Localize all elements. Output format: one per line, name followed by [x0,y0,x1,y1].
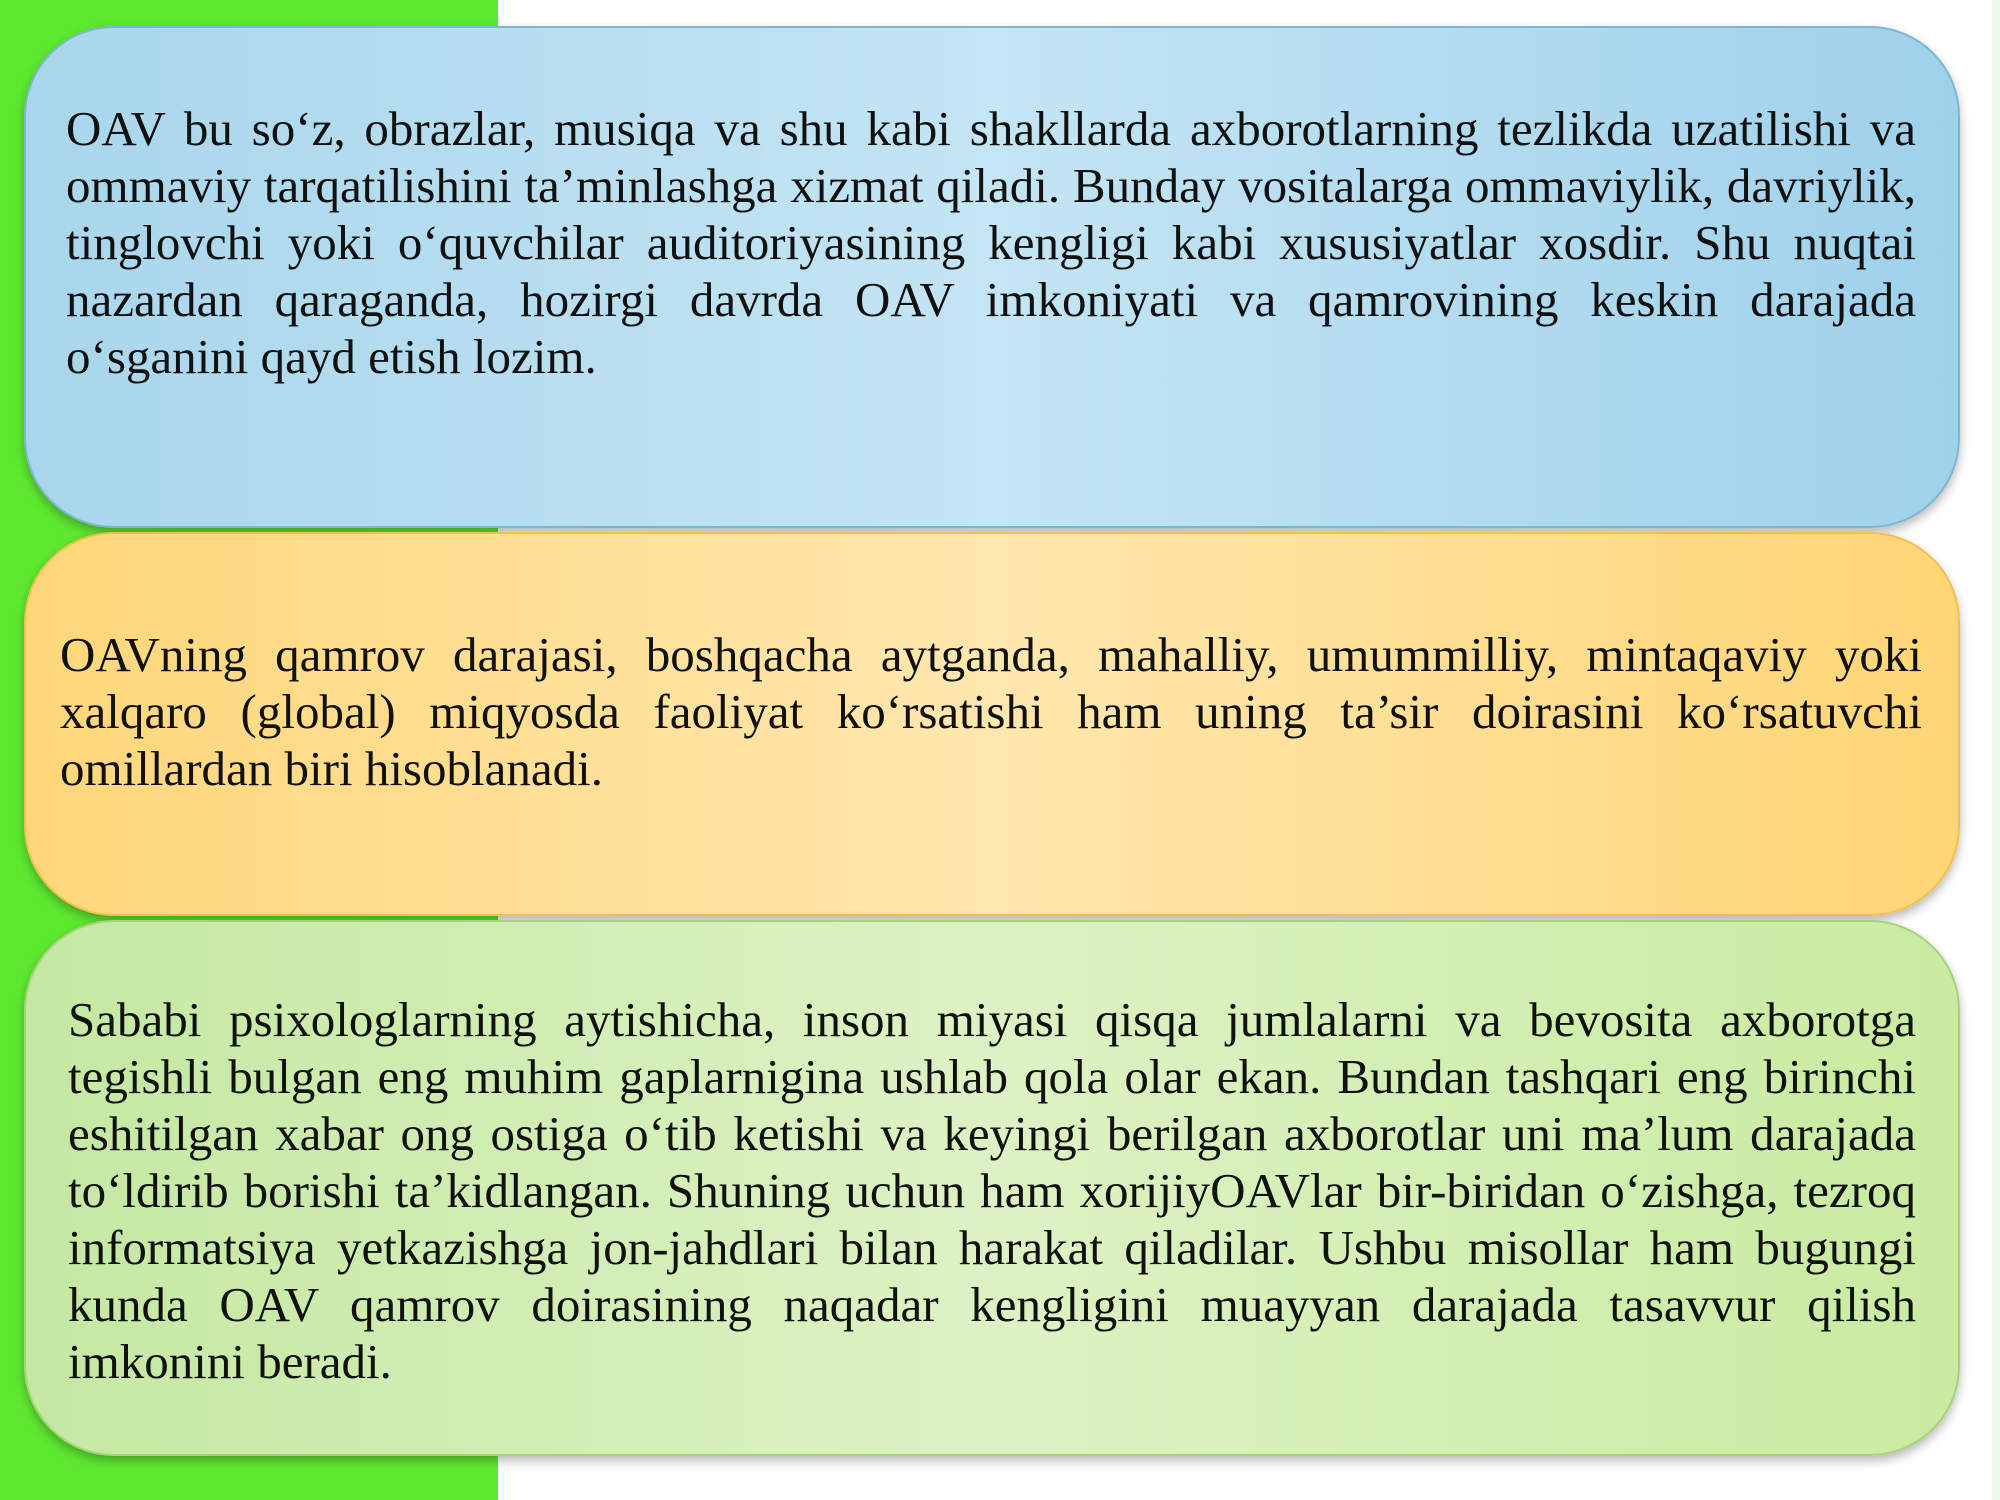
text-panel-yellow [24,532,1960,916]
right-edge-strip [1992,0,2000,1500]
panel-text-1: OAV bu so‘z, obrazlar, musiqa va shu kabi shakllarda axborotlarning tezlikda uzatilishi va ommaviy tarqatilishini ta’minlashga xizmat qiladi. Bunday vositalarga ommaviylik, davriylik, tinglovchi yoki o‘quvchilar auditoriyasining kengligi kabi xususiyatlar xosdir. Shu nuqtai nazardan qaraganda, hozirgi davrda OAV imkoniyati va qamrovining keskin darajada o‘sganini qayd etish lozim. [66,100,1916,384]
text-panel-green [24,920,1960,1456]
text-panel-blue [24,26,1960,528]
panel-text-2: OAVning qamrov darajasi, boshqacha aytganda, mahalliy, umummilliy, mintaqaviy yoki xalqaro (global) miqyosda faoliyat ko‘rsatishi ham uning ta’sir doirasini ko‘rsatuvchi omillardan biri hisoblanadi. [60,626,1922,796]
panel-text-3: Sababi psixologlarning aytishicha, inson miyasi qisqa jumlalarni va bevosita axborotga tegishli bulgan eng muhim gaplarnigina ushlab qola olar ekan. Bundan tashqari eng birinchi eshitilgan xabar ong ostiga o‘tib ketishi va keyingi berilgan axborotlar uni ma’lum darajada to‘ldirib borishi ta’kidlangan. Shuning uchun ham xorijiyOAVlar bir-biridan o‘zishga, tezroq informatsiya yetkazishga jon-jahdlari bilan harakat qiladilar. Ushbu misollar ham bugungi kunda OAV qamrov doirasining naqadar kengligini muayyan darajada tasavvur qilish imkonini beradi. [68,991,1916,1389]
